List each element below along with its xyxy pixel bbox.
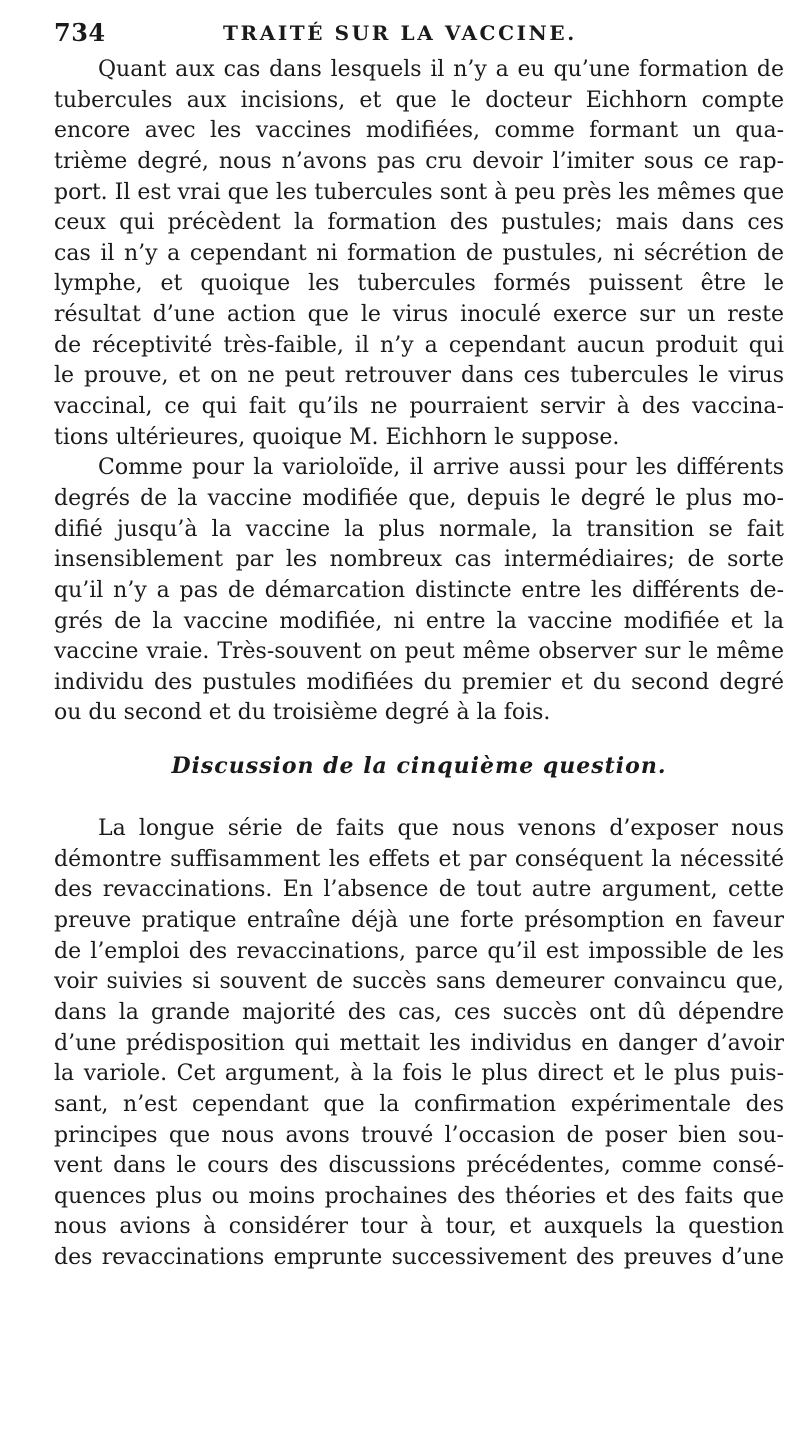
text-line: des revaccinations. En l’absence de tout autre argument, cette (54, 877, 784, 903)
text-line: port. Il est vrai que les tubercules sont à peu près les mêmes que (54, 179, 784, 205)
text-line: tubercules aux incisions, et que le docteur Eichhorn compte (54, 87, 784, 113)
text-line: ceux qui précèdent la formation des pustules; mais dans ces (54, 210, 784, 236)
text-line: vaccine vraie. Très-souvent on peut même observer sur le même (54, 639, 784, 665)
text-line: des revaccinations emprunte successivement des preuves d’une (54, 1245, 784, 1271)
text-line: encore avec les vaccines modifiées, comme formant un qua- (54, 118, 784, 144)
text-line: de l’emploi des revaccinations, parce qu’il est impossible de les (54, 938, 784, 964)
text-line: individu des pustules modifiées du premier et du second degré (54, 669, 784, 695)
text-line: principes que nous avons trouvé l’occasion de poser bien sou- (54, 1122, 784, 1148)
section-heading: Discussion de la cinquième question. (171, 753, 667, 780)
text-line: voir suivies si souvent de succès sans demeurer convaincu que, (54, 969, 784, 995)
running-title: TRAITÉ SUR LA VACCINE. (223, 21, 577, 45)
page-number: 734 (54, 18, 106, 47)
text-line: vaccinal, ce qui fait qu’ils ne pourraient servir à des vaccina- (54, 394, 784, 420)
text-line: preuve pratique entraîne déjà une forte présomption en faveur (54, 908, 784, 934)
page-header (54, 18, 784, 48)
text-line: le prouve, et on ne peut retrouver dans ces tubercules le virus (54, 363, 784, 389)
text-line: résultat d’une action que le virus inoculé exerce sur un reste (54, 302, 784, 328)
page-body (54, 55, 784, 1274)
book-page (54, 0, 784, 1433)
text-line: grés de la vaccine modifiée, ni entre la vaccine modifiée et la (54, 608, 784, 634)
text-line: la variole. Cet argument, à la fois le plus direct et le plus puis- (54, 1061, 784, 1087)
text-line: lymphe, et quoique les tubercules formés puissent être le (54, 271, 784, 297)
text-line: ou du second et du troisième degré à la fois. (54, 700, 551, 726)
text-line: d’une prédisposition qui mettait les individus en danger d’avoir (54, 1030, 784, 1056)
text-line: vent dans le cours des discussions précédentes, comme consé- (54, 1153, 784, 1179)
text-line: quences plus ou moins prochaines des théories et des faits que (54, 1183, 784, 1209)
text-line: Comme pour la varioloïde, il arrive aussi pour les différents (98, 455, 784, 481)
text-line: qu’il n’y a pas de démarcation distincte entre les différents de- (54, 577, 784, 603)
text-line: tions ultérieures, quoique M. Eichhorn le suppose. (54, 424, 620, 450)
text-line: de réceptivité très-faible, il n’y a cependant aucun produit qui (54, 332, 784, 358)
text-line: insensiblement par les nombreux cas intermédiaires; de sorte (54, 547, 784, 573)
text-line: nous avions à considérer tour à tour, et auxquels la question (54, 1214, 784, 1240)
text-line: Quant aux cas dans lesquels il n’y a eu qu’une formation de (98, 57, 784, 82)
text-line: démontre suffisamment les effets et par conséquent la nécessité (54, 846, 784, 872)
paragraph-group-1 (54, 55, 784, 729)
text-line: La longue série de faits que nous venons d’exposer nous (98, 816, 784, 842)
paragraph-group-2 (54, 814, 784, 1274)
text-line: dans la grande majorité des cas, ces succès ont dû dépendre (54, 999, 784, 1025)
text-line: difié jusqu’à la vaccine la plus normale, la transition se fait (54, 516, 784, 542)
text-line: cas il n’y a cependant ni formation de pustules, ni sécrétion de (54, 240, 784, 266)
text-line: degrés de la vaccine modifiée que, depuis le degré le plus mo- (54, 485, 784, 511)
text-line: trième degré, nous n’avons pas cru devoir l’imiter sous ce rap- (54, 148, 784, 174)
text-line: sant, n’est cependant que la confirmation expérimentale des (54, 1091, 784, 1117)
